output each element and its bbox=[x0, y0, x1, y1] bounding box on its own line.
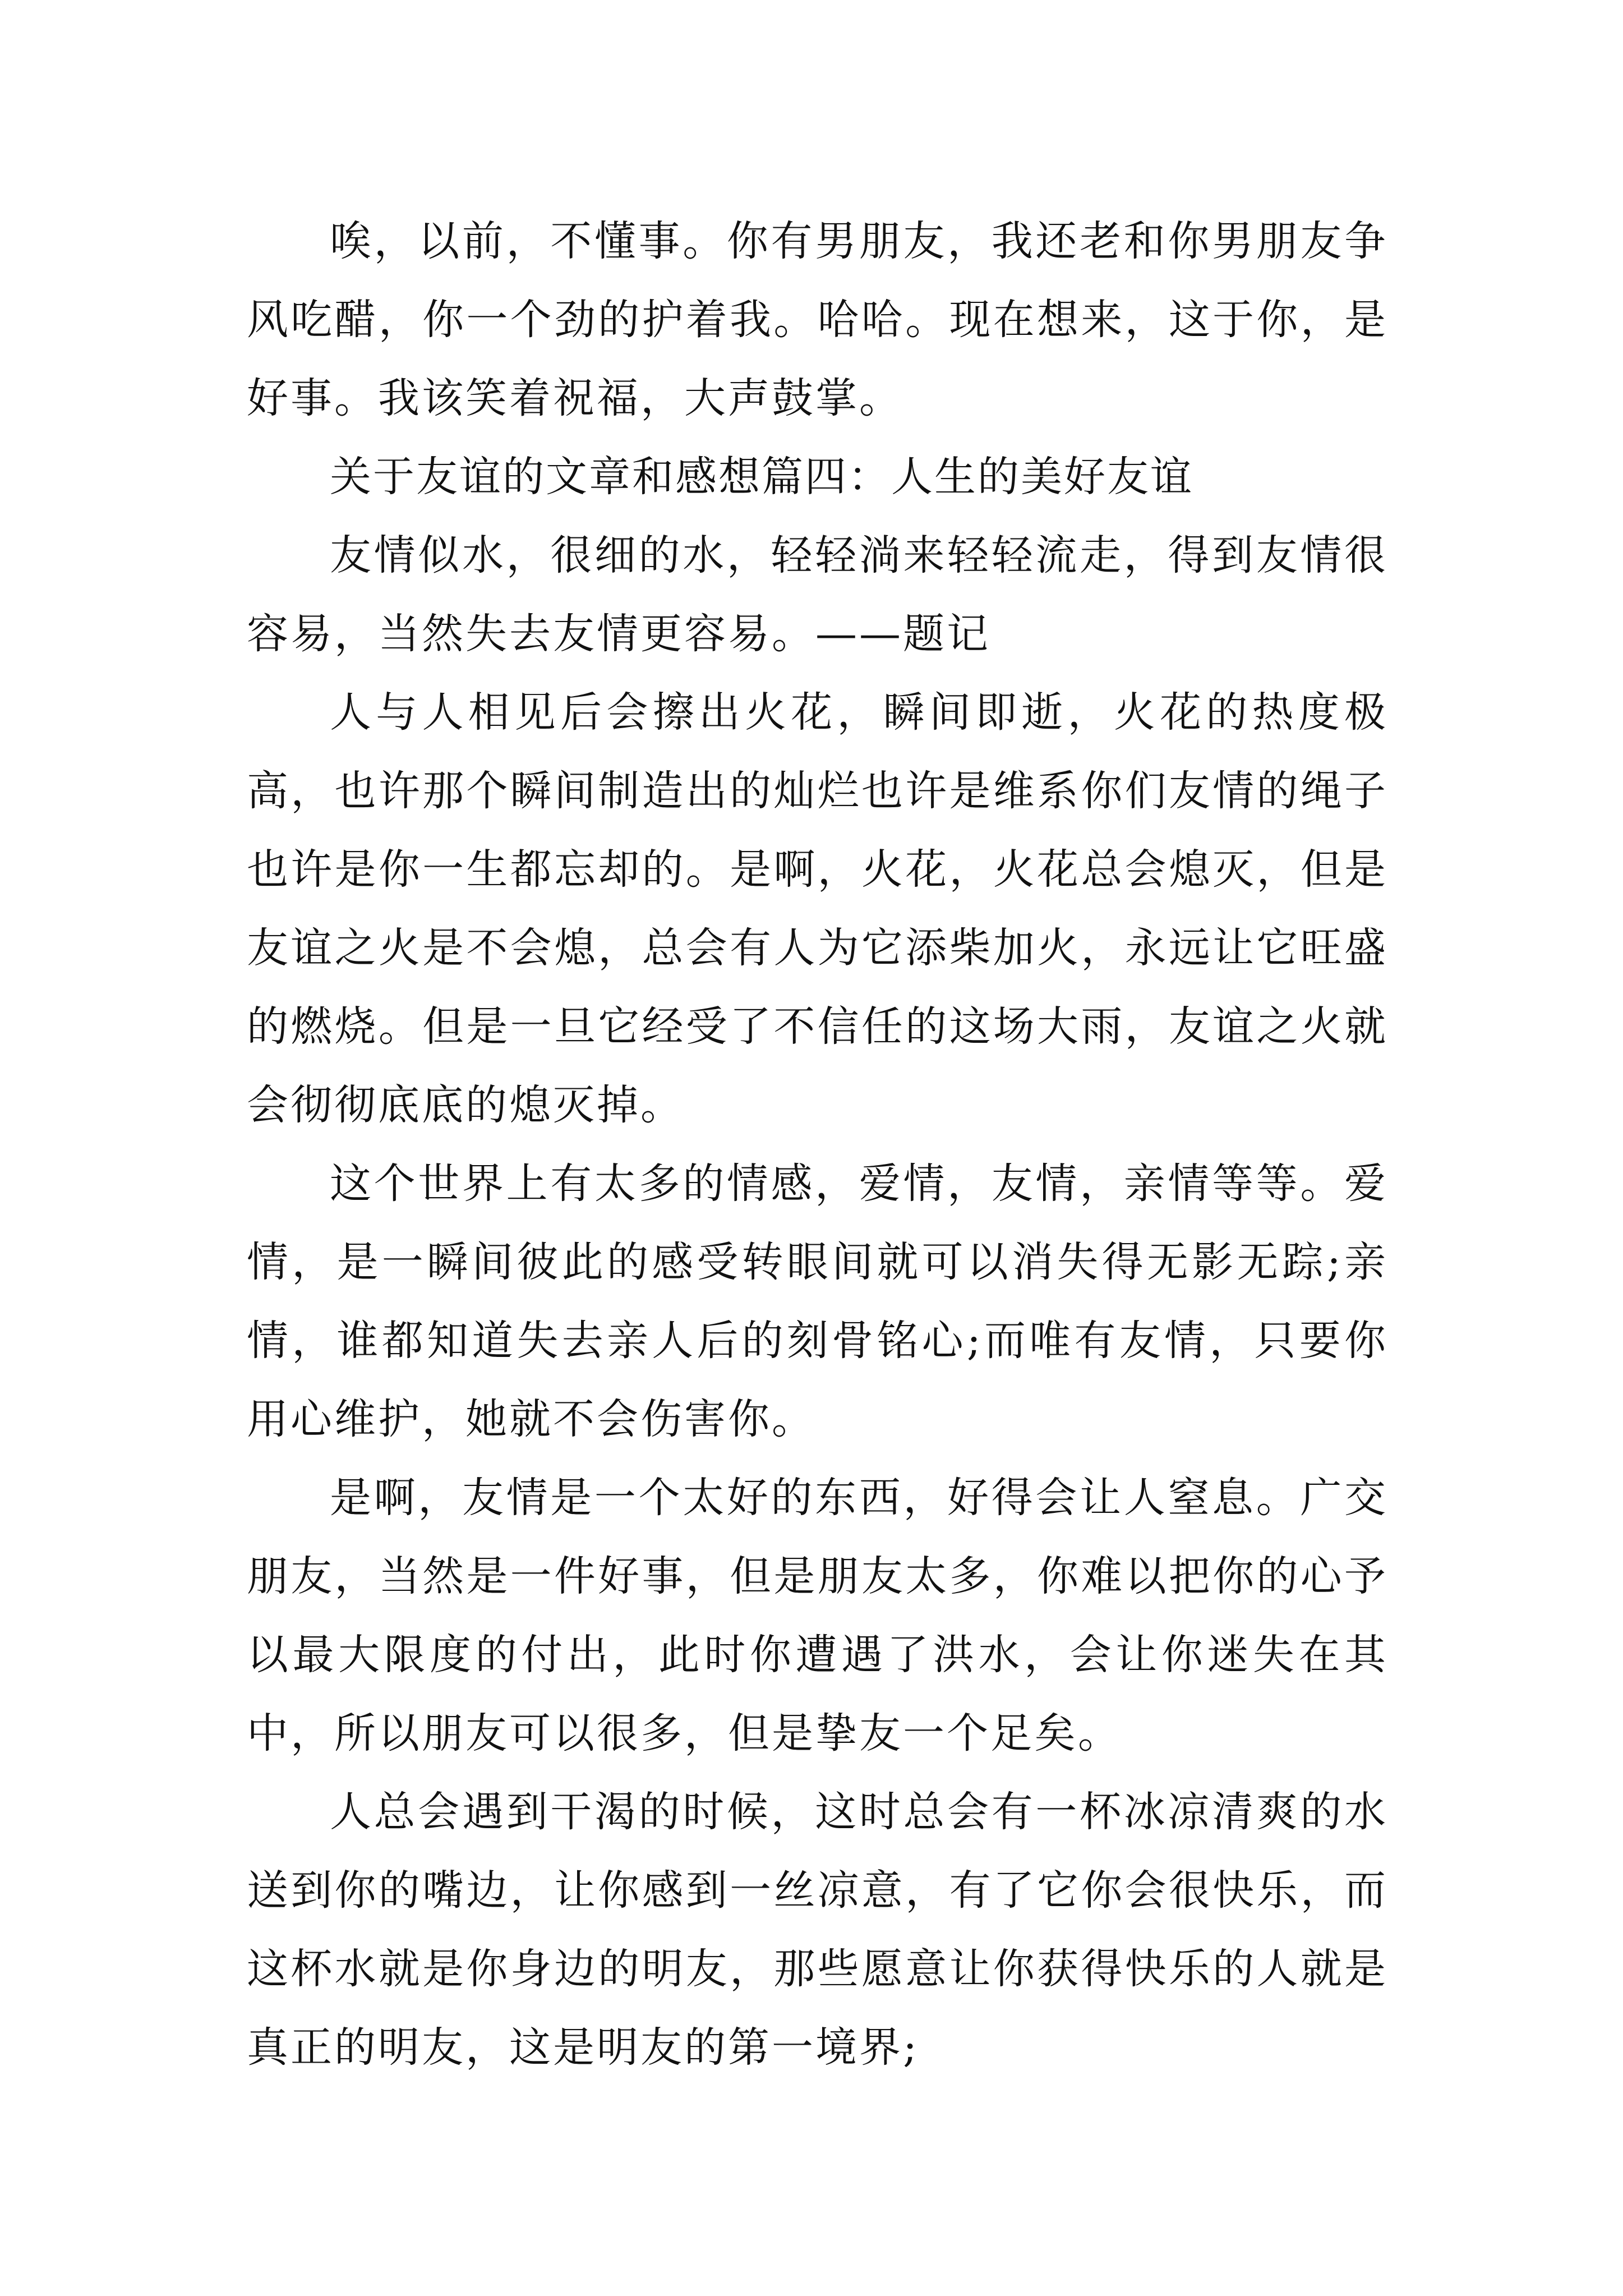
paragraph-intro: 唉，以前，不懂事。你有男朋友，我还老和你男朋友争风吃醋，你一个劲的护着我。哈哈。现在想来，这于你，是好事。我该笑着祝福，大声鼓掌。 bbox=[247, 217, 1388, 422]
paragraph-emotions: 这个世界上有太多的情感，爱情，友情，亲情等等。爱情，是一瞬间彼此的感受转眼间就可以消失得无影无踪;亲情，谁都知道失去亲人后的刻骨铭心;而唯有友情，只要你用心维护，她就不会伤害你。 bbox=[247, 1159, 1388, 1443]
paragraph-spark: 人与人相见后会擦出火花，瞬间即逝，火花的热度极高，也许那个瞬间制造出的灿烂也许是维系你们友情的绳子也许是你一生都忘却的。是啊，火花，火花总会熄灭，但是友谊之火是不会熄，总会有人为它添柴加火，永远让它旺盛的燃烧。但是一旦它经受了不信任的这场大雨，友谊之火就会彻彻底底的熄灭掉。 bbox=[247, 688, 1388, 1129]
paragraph-thirst: 人总会遇到干渴的时候，这时总会有一杯冰凉清爽的水送到你的嘴边，让你感到一丝凉意，有了它你会很快乐，而这杯水就是你身边的明友，那些愿意让你获得快乐的人就是真正的明友，这是明友的第一境界; bbox=[247, 1788, 1388, 2072]
document-body bbox=[247, 202, 1388, 2087]
paragraph-good-thing: 是啊，友情是一个太好的东西，好得会让人窒息。广交朋友，当然是一件好事，但是朋友太多，你难以把你的心予以最大限度的付出，此时你遭遇了洪水，会让你迷失在其中，所以朋友可以很多，但是挚友一个足矣。 bbox=[247, 1474, 1388, 1757]
section-heading: 关于友谊的文章和感想篇四：人生的美好友谊 bbox=[330, 453, 1193, 501]
paragraph-epigraph: 友情似水，很细的水，轻轻淌来轻轻流走，得到友情很容易，当然失去友情更容易。——题记 bbox=[247, 531, 1388, 658]
